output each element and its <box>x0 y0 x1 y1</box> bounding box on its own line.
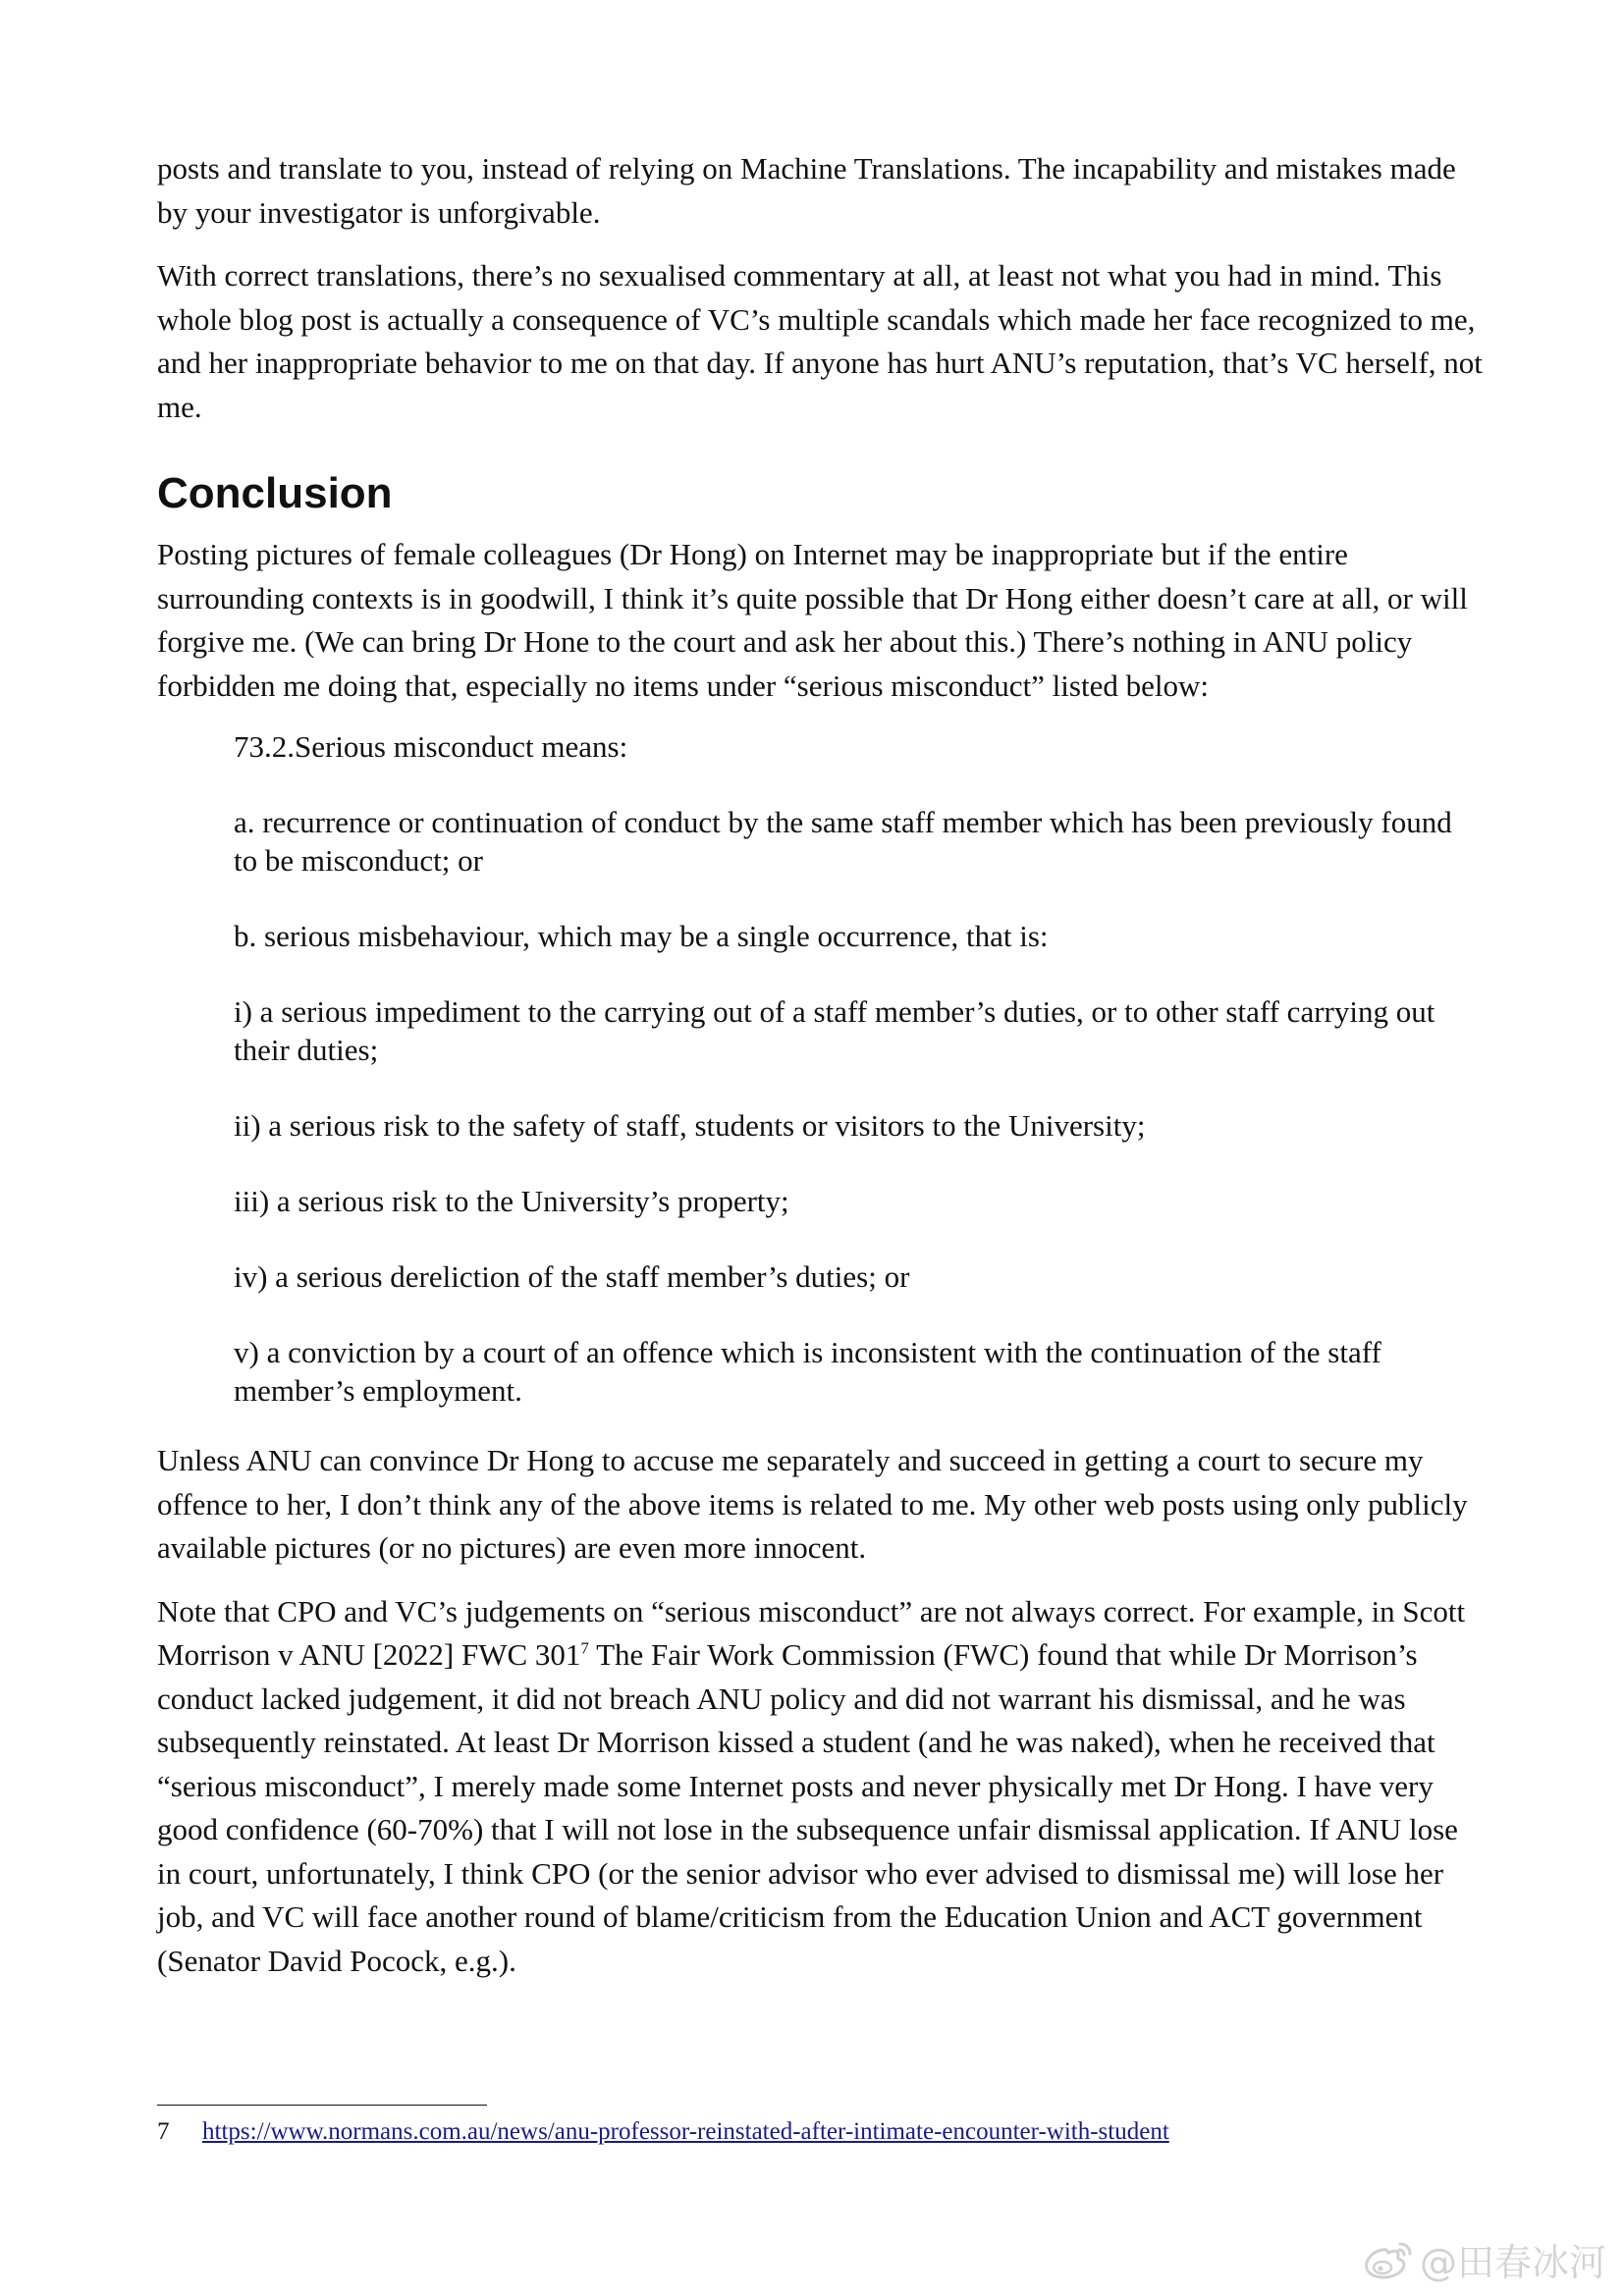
policy-item-iv: iv) a serious dereliction of the staff member’s duties; or <box>234 1259 910 1294</box>
watermark-text: @田春冰河 <box>1419 2241 1606 2284</box>
policy-item-iii: iii) a serious risk to the University’s property; <box>234 1184 789 1218</box>
paragraph-after-quote: Unless ANU can convince Dr Hong to accuse me separately and succeed in getting a court to secure my offence to her, I don’t think any of the above items is related to me. My other web posts using only publicly available pictures (or no pictures) are even more innocent. <box>157 1443 1468 1565</box>
policy-item-ii: ii) a serious risk to the safety of staff, students or visitors to the University; <box>234 1108 1146 1143</box>
weibo-logo-icon <box>1363 2238 1414 2281</box>
paragraph-translations: posts and translate to you, instead of relying on Machine Translations. The incapability and mistakes made by your investigator is unforgivable. <box>157 151 1456 230</box>
watermark <box>1363 2232 1606 2286</box>
policy-item-i: i) a serious impediment to the carrying out of a staff member’s duties, or to other staff carrying out their duties; <box>234 994 1435 1067</box>
paragraph-correct-translations: With correct translations, there’s no sexualised commentary at all, at least not what you had in mind. This whole blog post is actually a consequence of VC’s multiple scandals which made her face recognized to me, and her inappropriate behavior to me on that day. If anyone has hurt ANU’s reputation, that’s VC herself, not me. <box>157 258 1483 424</box>
paragraph-note <box>157 1590 1483 1984</box>
footnote-link[interactable]: https://www.normans.com.au/news/anu-professor-reinstated-after-intimate-encounter-with-student <box>202 2118 1169 2145</box>
footnote-separator <box>157 2105 487 2106</box>
footnote-reference[interactable]: 7 <box>580 1638 589 1658</box>
policy-item-b: b. serious misbehaviour, which may be a single occurrence, that is: <box>234 919 1049 953</box>
document-page <box>157 147 1483 2002</box>
policy-quote-block <box>234 727 1483 1410</box>
note-text-part2: The Fair Work Commission (FWC) found that while Dr Morrison’s conduct lacked judgement, it did not breach ANU policy and did not warrant his dismissal, and he was subsequently reinstated. At least Dr Morrison kissed a student (and he was naked), when he received that “serious misconduct”, I merely made some Internet posts and never physically met Dr Hong. I have very good confidence (60-70%) that I will not lose in the subsequence unfair dismissal application. If ANU lose in court, unfortunately, I think CPO (or the senior advisor who ever advised to dismissal me) will lose her job, and VC will face another round of blame/criticism from the Education Union and ACT government (Senator David Pocock, e.g.). <box>157 1637 1458 1978</box>
policy-item-a: a. recurrence or continuation of conduct by the same staff member which has been previously found to be misconduct; or <box>234 805 1452 878</box>
footnote-number: 7 <box>157 2118 170 2145</box>
conclusion-heading: Conclusion <box>157 469 393 517</box>
footnote <box>157 2115 1169 2149</box>
conclusion-intro: Posting pictures of female colleagues (Dr Hong) on Internet may be inappropriate but if the entire surrounding contexts is in goodwill, I think it’s quite possible that Dr Hong either doesn’t care at all, or will forgive me. (We can bring Dr Hone to the court and ask her about this.) There’s nothing in ANU policy forbidden me doing that, especially no items under “serious misconduct” listed below: <box>157 537 1468 703</box>
policy-quote-title: 73.2.Serious misconduct means: <box>234 729 628 764</box>
note-text-part1: Note that CPO and VC’s judgements on “serious misconduct” are not always correct. For example, in Scott Morrison v ANU [2022] FWC 301 <box>157 1593 1466 1672</box>
policy-item-v: v) a conviction by a court of an offence which is inconsistent with the continuation of the staff member’s employment. <box>234 1335 1381 1408</box>
